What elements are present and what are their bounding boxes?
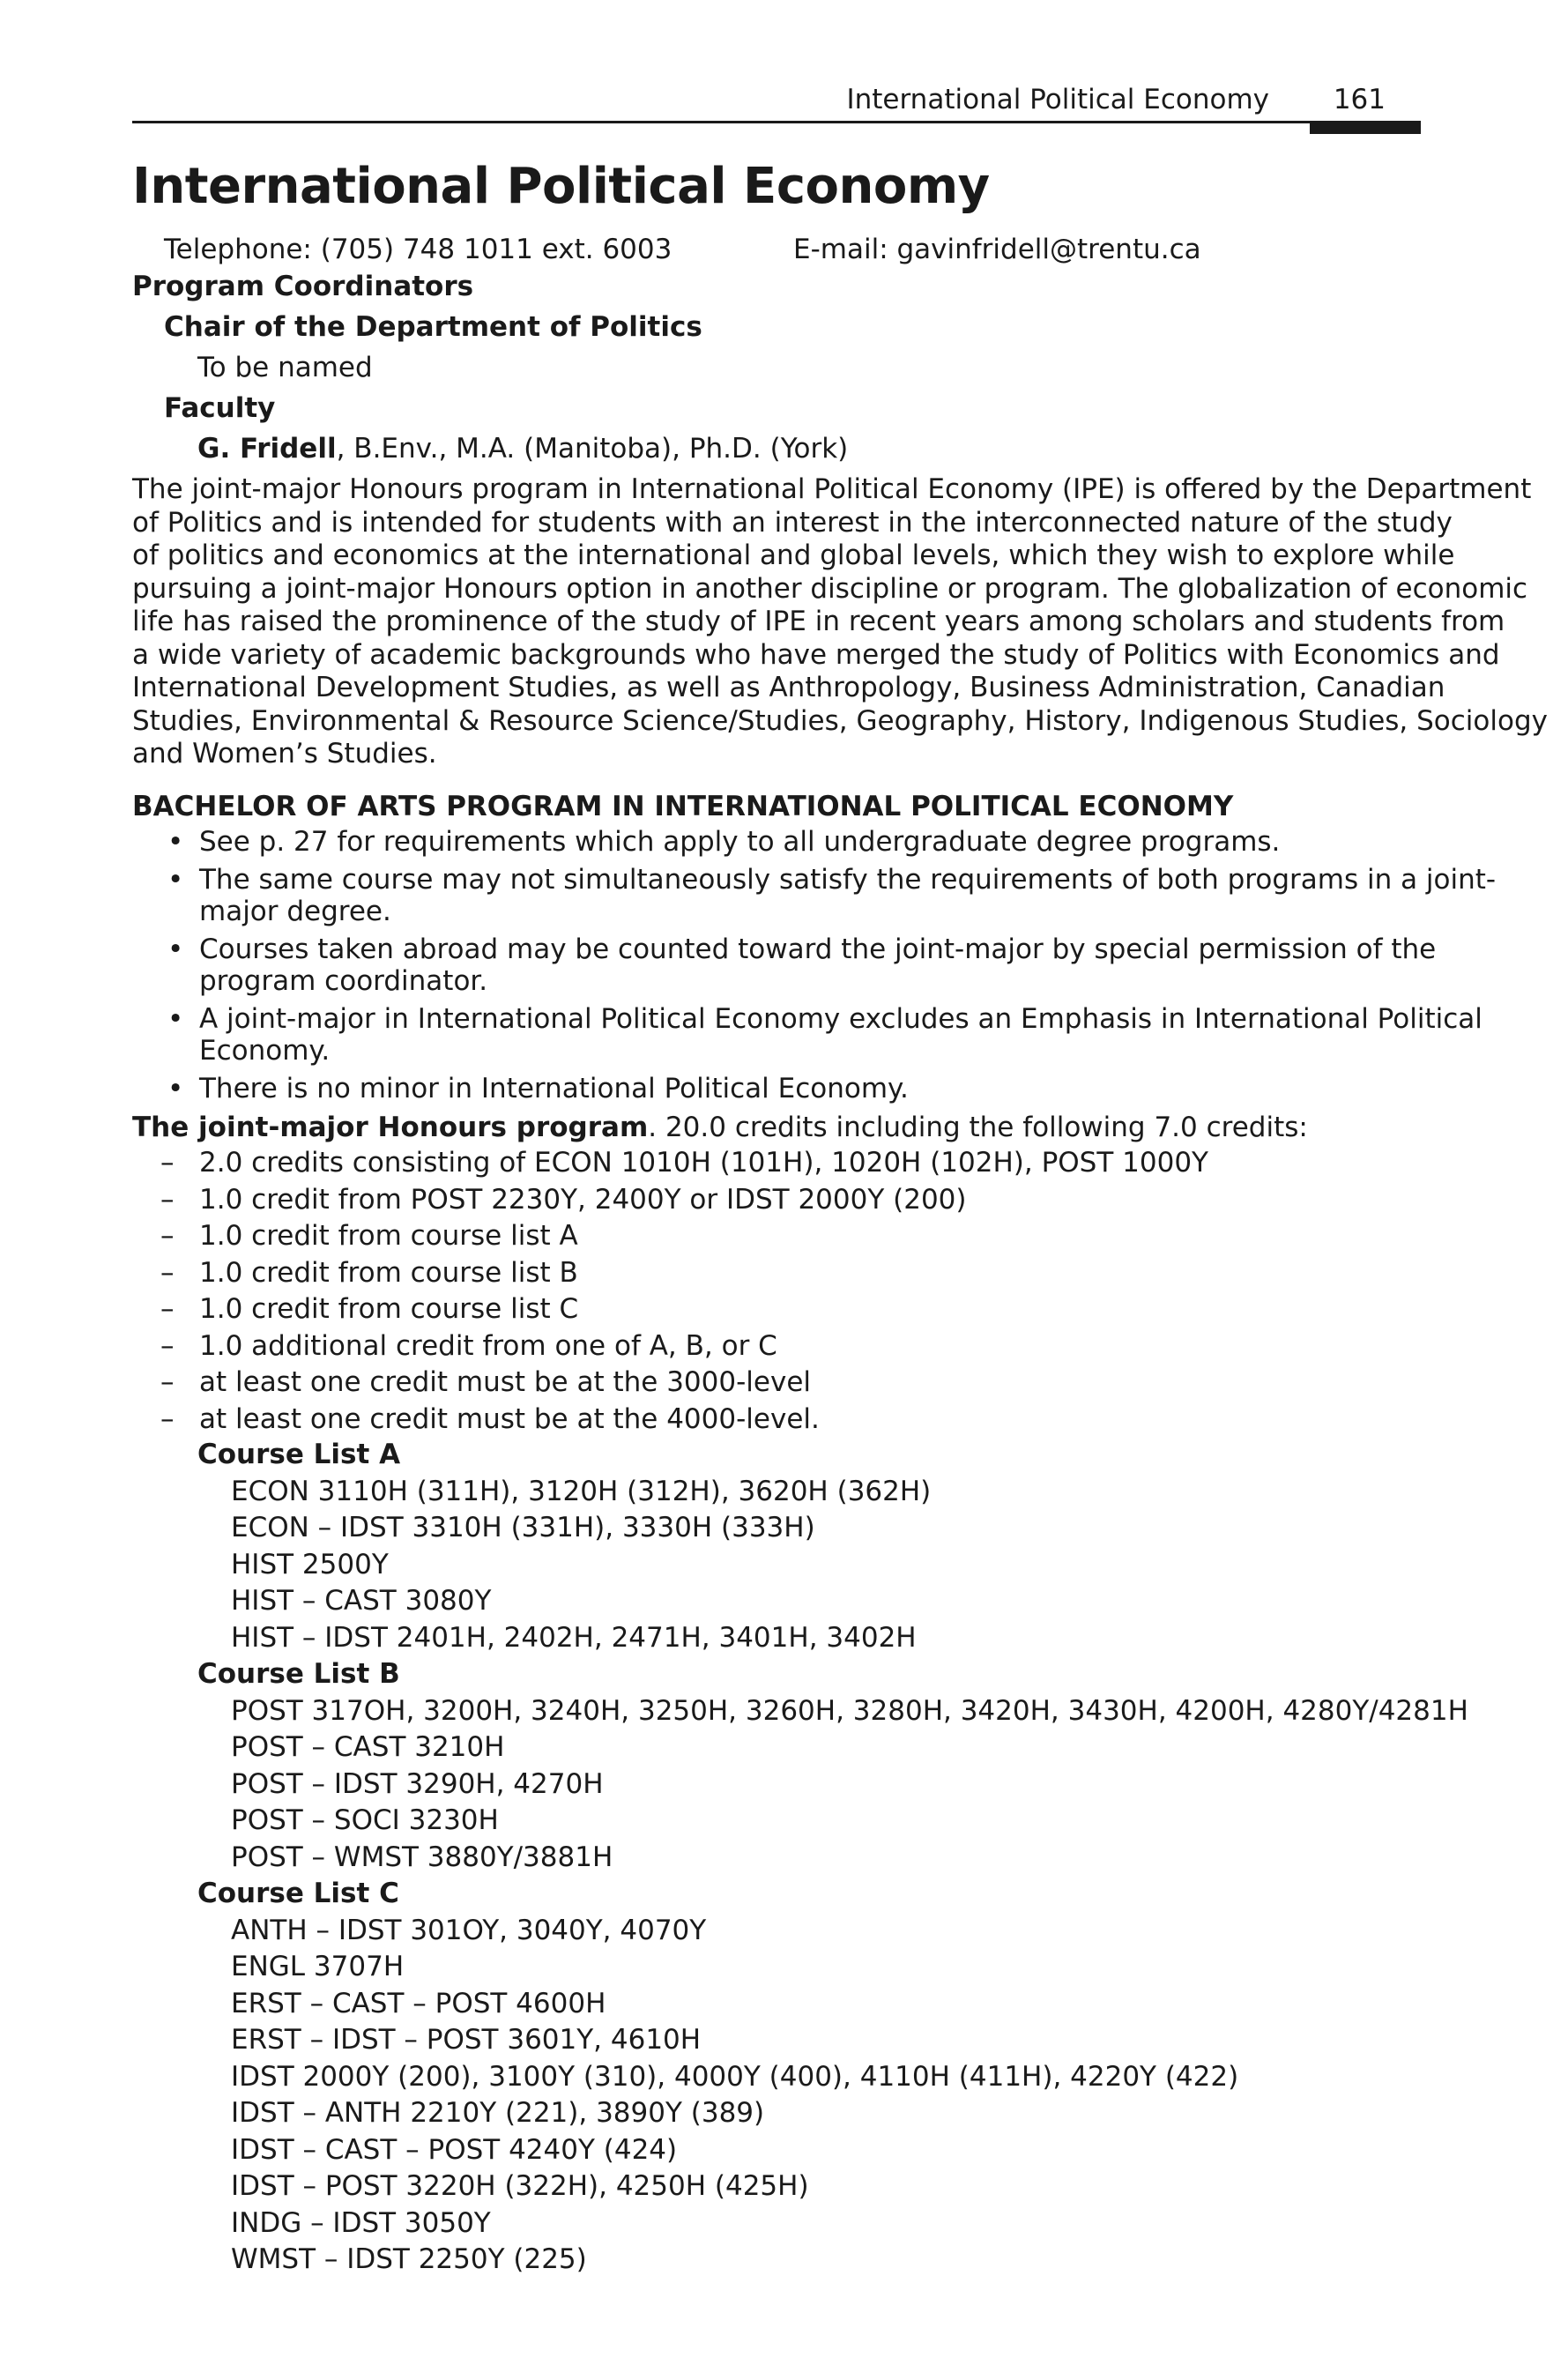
course-entry: POST – CAST 3210H bbox=[231, 1731, 505, 1763]
requirement-item: at least one credit must be at the 4000-level. bbox=[199, 1402, 820, 1435]
bullet-text: major degree. bbox=[199, 896, 391, 927]
course-entry: ERST – CAST – POST 4600H bbox=[231, 1987, 606, 2019]
requirement-item: at least one credit must be at the 3000-level bbox=[199, 1366, 812, 1398]
dash-marker: – bbox=[160, 1220, 175, 1252]
requirement-item: 1.0 credit from course list A bbox=[199, 1220, 578, 1252]
course-entry: ERST – IDST – POST 3601Y, 4610H bbox=[231, 2024, 702, 2056]
header-tab-bar bbox=[1310, 123, 1421, 134]
header-rule bbox=[132, 121, 1421, 123]
intro-line: life has raised the prominence of the study of IPE in recent years among scholars and students from bbox=[132, 606, 1505, 637]
telephone: Telephone: (705) 748 1011 ext. 6003 bbox=[164, 234, 672, 265]
bullet-text: Economy. bbox=[199, 1035, 331, 1067]
course-entry: HIST – CAST 3080Y bbox=[231, 1585, 492, 1617]
requirement-item: 1.0 additional credit from one of A, B, or C bbox=[199, 1329, 777, 1362]
bullet-text: Courses taken abroad may be counted toward the joint-major by special permission of the bbox=[199, 933, 1437, 965]
requirement-text: . 20.0 credits including the following 7.0 credits: bbox=[648, 1112, 1308, 1143]
list-item bbox=[132, 1218, 1208, 1255]
faculty-credentials: , B.Env., M.A. (Manitoba), Ph.D. (York) bbox=[336, 433, 849, 465]
course-entry: IDST – ANTH 2210Y (221), 3890Y (389) bbox=[231, 2097, 765, 2129]
course-list-a-title: Course List A bbox=[197, 1439, 401, 1470]
faculty-label: Faculty bbox=[164, 392, 276, 424]
list-item bbox=[132, 1145, 1208, 1182]
course-entry: HIST 2500Y bbox=[231, 1548, 389, 1580]
dash-marker: – bbox=[160, 1183, 175, 1216]
course-lists bbox=[197, 1437, 1468, 2279]
intro-line: a wide variety of academic backgrounds who have merged the study of Politics with Economics and bbox=[132, 638, 1500, 671]
course-entry: POST – SOCI 3230H bbox=[231, 1804, 499, 1836]
running-title: International Political Economy bbox=[846, 84, 1269, 115]
ba-program-heading: BACHELOR OF ARTS PROGRAM IN INTERNATIONAL POLITICAL ECONOMY bbox=[132, 791, 1234, 822]
intro-line: pursuing a joint-major Honours option in another discipline or program. The globalization of economic bbox=[132, 572, 1528, 605]
course-entry: ENGL 3707H bbox=[231, 1951, 405, 1982]
list-item bbox=[132, 1328, 1208, 1365]
intro-line: International Development Studies, as well as Anthropology, Business Administration, Canadian bbox=[132, 672, 1445, 703]
joint-major-requirement bbox=[132, 1109, 1308, 1146]
requirements-bullet-list bbox=[132, 826, 1497, 1111]
list-item bbox=[132, 933, 1437, 997]
bullet-text: A joint-major in International Political Economy excludes an Emphasis in International Political bbox=[199, 1003, 1482, 1035]
intro-line: Studies, Environmental & Resource Science/Studies, Geography, History, Indigenous Studies, Sociology bbox=[132, 704, 1548, 737]
requirement-label: The joint-major Honours program bbox=[132, 1112, 649, 1143]
list-item bbox=[132, 864, 1497, 927]
credit-requirements-list bbox=[132, 1145, 1208, 1438]
course-entry: ANTH – IDST 301OY, 3040Y, 4070Y bbox=[231, 1914, 707, 1946]
bullet-marker: • bbox=[167, 1003, 184, 1035]
page-title: International Political Economy bbox=[132, 158, 990, 215]
dash-marker: – bbox=[160, 1256, 175, 1289]
intro-line: and Women’s Studies. bbox=[132, 738, 437, 770]
course-entry: IDST 2000Y (200), 3100Y (310), 4000Y (400), 4110H (411H), 4220Y (422) bbox=[231, 2060, 1239, 2093]
program-coordinators-label: Program Coordinators bbox=[132, 271, 474, 302]
list-item bbox=[132, 1255, 1208, 1292]
course-list-b-title: Course List B bbox=[197, 1658, 400, 1690]
requirement-item: 1.0 credit from course list C bbox=[199, 1293, 579, 1325]
chair-label: Chair of the Department of Politics bbox=[164, 311, 702, 343]
course-entry: IDST – CAST – POST 4240Y (424) bbox=[231, 2133, 678, 2166]
list-item bbox=[132, 826, 1419, 858]
course-entry: ECON 3110H (311H), 3120H (312H), 3620H (362H) bbox=[231, 1475, 932, 1507]
bullet-text: See p. 27 for requirements which apply to all undergraduate degree programs. bbox=[199, 826, 1281, 858]
bullet-text: There is no minor in International Political Economy. bbox=[199, 1073, 909, 1104]
bullet-marker: • bbox=[167, 1073, 184, 1104]
list-item bbox=[132, 1003, 1482, 1067]
intro-paragraph bbox=[132, 473, 1548, 771]
list-item bbox=[132, 1291, 1208, 1328]
bullet-marker: • bbox=[167, 933, 184, 965]
list-item bbox=[132, 1365, 1208, 1402]
dash-marker: – bbox=[160, 1329, 175, 1362]
list-item bbox=[132, 1073, 1419, 1104]
chair-value: To be named bbox=[197, 352, 373, 383]
bullet-text: program coordinator. bbox=[199, 965, 488, 997]
course-entry: INDG – IDST 3050Y bbox=[231, 2206, 491, 2239]
page-number: 161 bbox=[1333, 84, 1386, 115]
requirement-item: 1.0 credit from course list B bbox=[199, 1256, 578, 1289]
dash-marker: – bbox=[160, 1147, 175, 1179]
intro-line: of Politics and is intended for students with an interest in the interconnected nature of the study bbox=[132, 506, 1453, 539]
faculty-name: G. Fridell bbox=[197, 433, 337, 465]
email: E-mail: gavinfridell@trentu.ca bbox=[793, 234, 1201, 265]
bullet-marker: • bbox=[167, 864, 184, 896]
contact-line bbox=[164, 231, 1380, 268]
running-header bbox=[132, 83, 1419, 122]
list-item bbox=[132, 1402, 1208, 1439]
course-entry: IDST – POST 3220H (322H), 4250H (425H) bbox=[231, 2170, 809, 2202]
intro-line: The joint-major Honours program in International Political Economy (IPE) is offered by the Department bbox=[132, 473, 1532, 505]
dash-marker: – bbox=[160, 1293, 175, 1325]
course-entry: HIST – IDST 2401H, 2402H, 2471H, 3401H, 3402H bbox=[231, 1621, 917, 1654]
course-entry: POST – IDST 3290H, 4270H bbox=[231, 1767, 604, 1800]
requirement-item: 2.0 credits consisting of ECON 1010H (101H), 1020H (102H), POST 1000Y bbox=[199, 1147, 1208, 1179]
requirement-item: 1.0 credit from POST 2230Y, 2400Y or IDST 2000Y (200) bbox=[199, 1183, 967, 1216]
course-entry: POST 317OH, 3200H, 3240H, 3250H, 3260H, 3280H, 3420H, 3430H, 4200H, 4280Y/4281H bbox=[231, 1694, 1468, 1727]
course-list-c-title: Course List C bbox=[197, 1878, 399, 1909]
dash-marker: – bbox=[160, 1402, 175, 1435]
bullet-text: The same course may not simultaneously satisfy the requirements of both programs in a joint- bbox=[199, 864, 1497, 896]
dash-marker: – bbox=[160, 1366, 175, 1398]
course-entry: WMST – IDST 2250Y (225) bbox=[231, 2243, 587, 2275]
list-item bbox=[132, 1182, 1208, 1219]
bullet-marker: • bbox=[167, 826, 184, 858]
faculty-member bbox=[197, 430, 848, 467]
intro-line: of politics and economics at the international and global levels, which they wish to explore while bbox=[132, 539, 1455, 571]
course-entry: ECON – IDST 3310H (331H), 3330H (333H) bbox=[231, 1512, 815, 1543]
course-entry: POST – WMST 3880Y/3881H bbox=[231, 1841, 613, 1873]
